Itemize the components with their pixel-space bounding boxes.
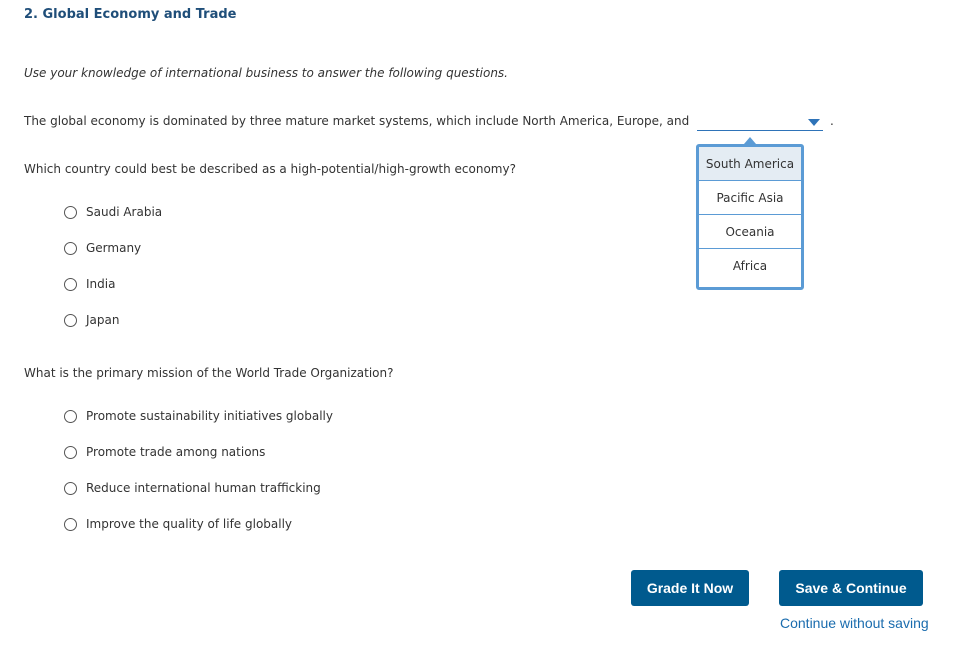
question-3-text: What is the primary mission of the World Trade Organization? [24,366,394,380]
q2-option-india[interactable] [64,276,115,292]
dropdown-option-pacific-asia[interactable]: Pacific Asia [699,181,801,215]
q3-option-trafficking[interactable] [64,480,321,496]
radio-button[interactable] [64,206,77,219]
radio-label: India [86,277,116,291]
radio-label: Improve the quality of life globally [86,517,293,531]
q1-dropdown-select[interactable] [697,112,823,131]
question-2-text: Which country could best be described as a high-potential/high-growth economy? [24,162,516,176]
q1-dropdown-list [696,144,804,290]
radio-button[interactable] [64,518,77,531]
radio-button[interactable] [64,446,77,459]
radio-label: Reduce international human trafficking [86,481,321,495]
dropdown-option-oceania[interactable]: Oceania [699,215,801,249]
dropdown-pointer [744,137,756,144]
q2-option-saudi-arabia[interactable] [64,204,162,220]
grade-it-now-button[interactable]: Grade It Now [631,570,749,606]
chevron-down-icon[interactable] [808,119,820,126]
q1-trailing-period: . [830,114,834,128]
radio-button[interactable] [64,410,77,423]
radio-label: Promote sustainability initiatives globally [86,409,333,423]
dropdown-option-south-america[interactable]: South America [699,147,801,181]
radio-button[interactable] [64,314,77,327]
question-1-text: The global economy is dominated by three mature market systems, which include North America, Europe, and [24,114,690,128]
q2-option-germany[interactable] [64,240,141,256]
radio-button[interactable] [64,278,77,291]
save-and-continue-button[interactable]: Save & Continue [779,570,923,606]
radio-button[interactable] [64,482,77,495]
section-title: 2. Global Economy and Trade [24,7,237,22]
dropdown-option-africa[interactable]: Africa [732,259,768,273]
radio-label: Saudi Arabia [86,205,163,219]
q3-option-trade[interactable] [64,444,265,460]
q3-option-quality-of-life[interactable] [64,516,292,532]
radio-label: Japan [86,313,120,327]
instructions-text: Use your knowledge of international business to answer the following questions. [24,66,508,80]
q3-option-sustainability[interactable] [64,408,333,424]
radio-button[interactable] [64,242,77,255]
radio-label: Promote trade among nations [86,445,266,459]
continue-without-saving-link[interactable]: Continue without saving [780,615,929,631]
q2-option-japan[interactable] [64,312,119,328]
radio-label: Germany [86,241,142,255]
